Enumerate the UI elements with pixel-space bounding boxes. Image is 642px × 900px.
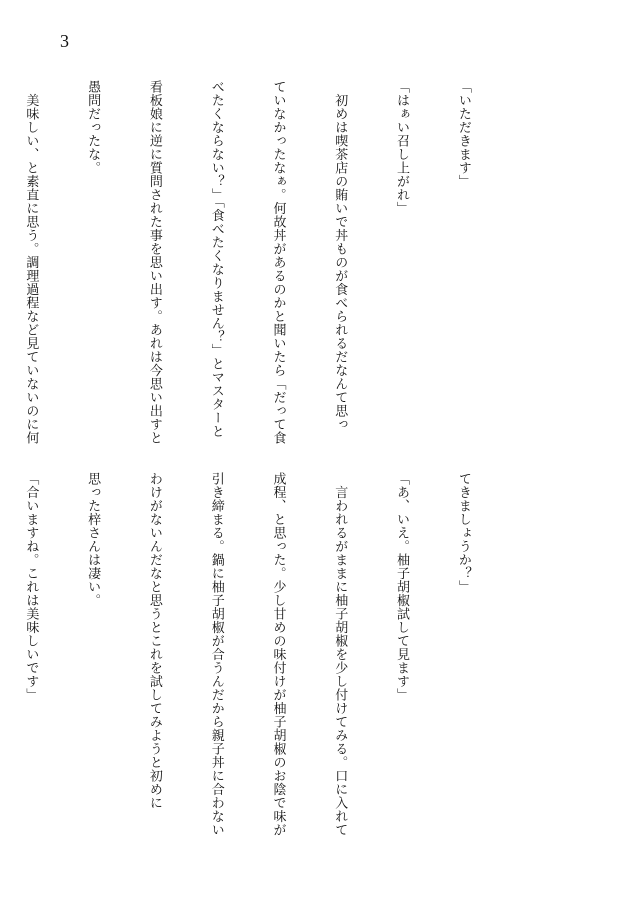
text-line: 愚問だったな。: [85, 80, 101, 175]
text-line: てきましょうか？」: [455, 472, 471, 594]
text-line: 思った梓さんは凄い。: [85, 472, 101, 607]
text-line: 「はぁい召し上がれ」: [394, 80, 410, 215]
page-number: 3: [60, 31, 69, 51]
text-line: 「いただきます」: [455, 80, 471, 188]
text-line: 「合いますね。これは美味しいです」: [23, 472, 39, 702]
lower-text-block: [23, 472, 514, 844]
text-line: わけがないんだなと思うとこれを試してみようと初めに: [146, 472, 162, 810]
text-line: 「あ、いえ。柚子胡椒試して見ます」: [394, 472, 410, 702]
text-line: 言われるがままに柚子胡椒を少し付けてみる。口に入れて: [332, 472, 348, 837]
text-line: べたくならない？」「食べたくなりません？」とマスターと: [208, 80, 224, 438]
text-line: ていなかったなぁ。何故丼があるのかと聞いたら「だって食: [270, 80, 286, 445]
text-line: 初めは喫茶店の賄いで丼ものが食べられるだなんて思っ: [332, 80, 348, 431]
text-line: 成程、と思った。少し甘めの味付けが柚子胡椒のお陰で味が: [270, 472, 286, 837]
text-line: 引き締まる。鍋に柚子胡椒が合うんだから親子丼に合わない: [208, 472, 224, 837]
upper-text-block: [23, 80, 514, 452]
text-line: 看板娘に逆に質問された事を思い出す。あれは今思い出すと: [146, 80, 162, 445]
text-line: 美味しい、と素直に思う。調理過程など見ていないのに何: [23, 80, 39, 445]
